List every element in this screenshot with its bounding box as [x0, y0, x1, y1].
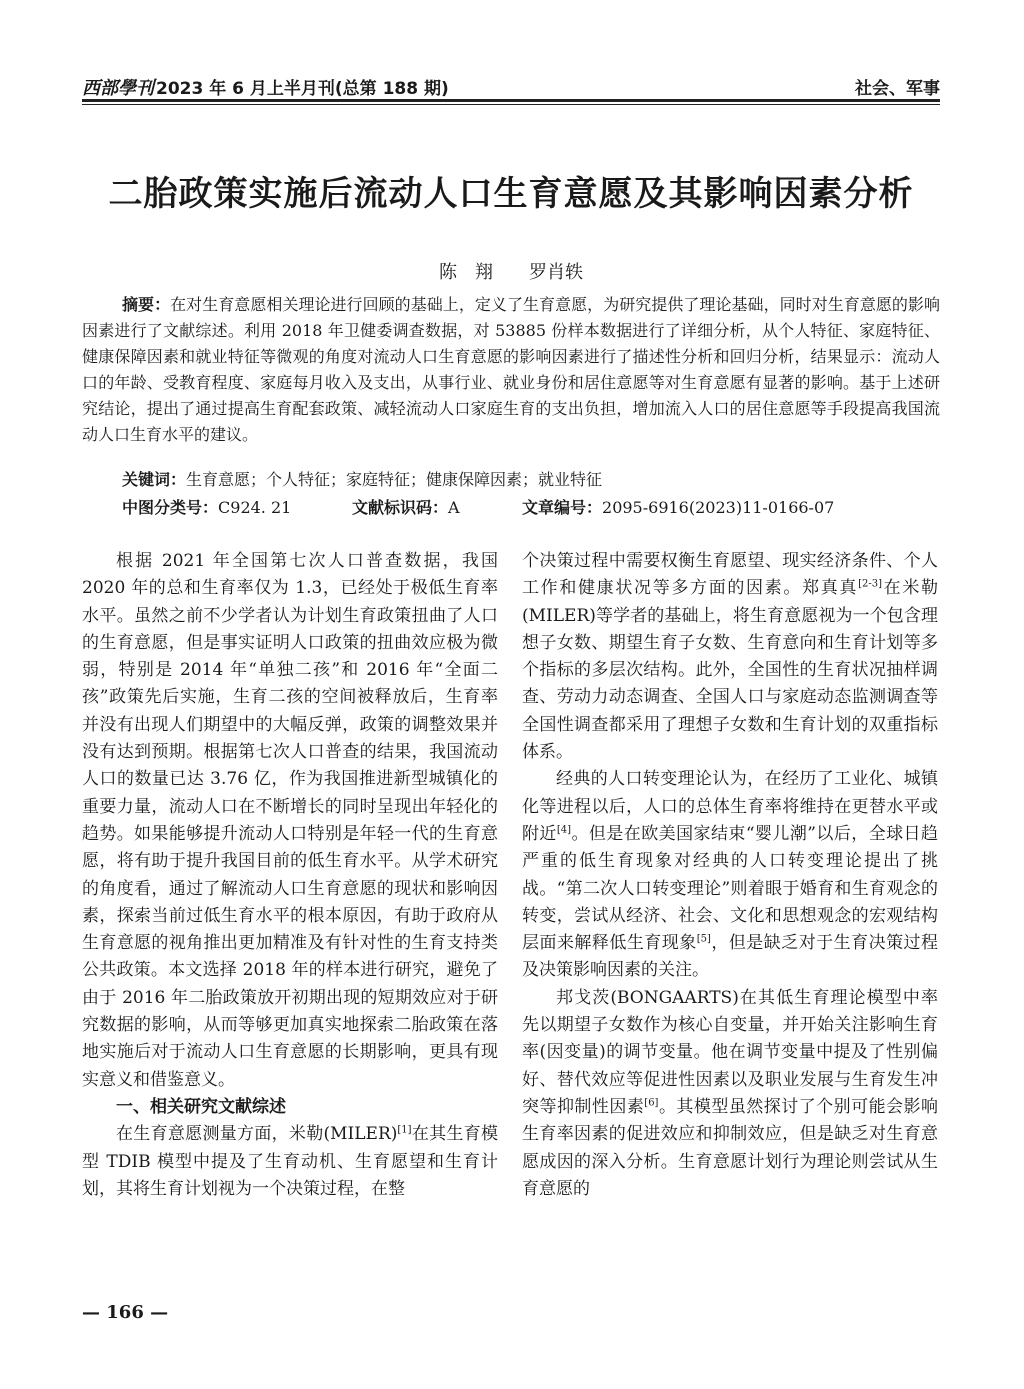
- header-left: [82, 74, 449, 100]
- citation-ref: [4]: [556, 824, 572, 836]
- citation-ref: [5]: [696, 933, 711, 945]
- document-code-value: A: [448, 498, 460, 517]
- journal-logo: 西部學刊: [82, 78, 154, 99]
- abstract-text: 在对生育意愿相关理论进行回顾的基础上，定义了生育意愿，为研究提供了理论基础，同时对生育意愿的影响因素进行了文献综述。利用 2018 年卫健委调查数据，对 53885 份样本数据进行了详细分析，从个人特征、家庭特征、健康保障因素和就业特征等微观的角度对流动人口生育意愿的影响因素进行了描述性分析和回归分析，结果显示：流动人口的年龄、受教育程度、家庭每月收入及支出，从事行业、就业身份和居住意愿等对生育意愿有显著的影响。基于上述研究结论，提出了通过提高生育配套政策、减轻流动人口家庭生育的支出负担，增加流入人口的居住意愿等手段提高我国流动人口生育水平的建议。: [82, 295, 940, 444]
- clc-label: 中图分类号：: [122, 498, 219, 517]
- paragraph-text: 个决策过程中需要权衡生育愿望、现实经济条件、个人工作和健康状况等多方面的因素。郑真真: [522, 551, 938, 599]
- paragraph-intro: 根据 2021 年全国第七次人口普查数据，我国 2020 年的总和生育率仅为 1.3，已经处于极低生育率水平。虽然之前不少学者认为计划生育政策扭曲了人口的生育意愿，但是事实证明人口政策的扭曲效应极为微弱，特别是 2014 年“单独二孩”和 2016 年“全面二孩”政策先后实施，生育二孩的空间被释放后，生育率并没有出现人们期望中的大幅反弹，政策的调整效果并没有达到预期。根据第七次人口普查的结果，我国流动人口的数量已达 3.76 亿，作为我国推进新型城镇化的重要力量，流动人口在不断增长的同时呈现出年轻化的趋势。如果能够提升流动人口特别是年轻一代的生育意愿，将有助于提升我国目前的低生育水平。从学术研究的角度看，通过了解流动人口生育意愿的现状和影响因素，探索当前过低生育水平的根本原因，有助于政府从生育意愿的视角推出更加精准及有针对性的生育支持类公共政策。本文选择 2018 年的样本进行研究，避免了由于 2016 年二胎政策放开初期出现的短期效应对于研究数据的影响，从而等够更加真实地探索二胎政策在落地实施后对于流动人口生育意愿的长期影响，更具有现实意义和借鉴意义。: [82, 551, 498, 1090]
- article-number-label: 文章编号：: [522, 498, 603, 517]
- abstract-block: [82, 292, 940, 448]
- page-number: — 166 —: [82, 1302, 169, 1323]
- header-rule-thin: [82, 104, 940, 105]
- paragraph-text: 邦戈茨(BONGAARTS)在其低生育理论模型中率先以期望子女数作为核心自变量，并开始关注影响生育率(因变量)的调节变量。他在调节变量中提及了性别偏好、替代效应等促进性因素以及职业发展与生育发生冲突等抑制性因素: [522, 987, 938, 1117]
- paragraph-text: 经典的人口转变理论认为，在经历了工业化、城镇化等进程以后，人口的总体生育率将维持在更替水平或附近: [522, 769, 938, 844]
- paragraph-text: 。但是在欧美国家结束“婴儿潮”以后，全球日趋严重的低生育现象对经典的人口转变理论提出了挑战。“第二次人口转变理论”则着眼于婚育和生育观念的转变，尝试从经济、社会、文化和思想观念的宏观结构层面来解释低生育现象: [522, 823, 938, 954]
- keywords-text: 生育意愿；个人特征；家庭特征；健康保障因素；就业特征: [186, 470, 603, 489]
- section-label: 社会、军事: [855, 79, 940, 99]
- paragraph-text: 。其模型虽然探讨了个别可能会影响生育率因素的促进效应和抑制效应，但是缺乏对生育意愿成因的深入分析。生育意愿计划行为理论则尝试从生育意愿的: [522, 1096, 939, 1199]
- paragraph-text: ，但是缺乏对于生育决策过程及决策影响因素的关注。: [522, 933, 939, 981]
- document-code-label: 文献标识码：: [352, 498, 449, 517]
- paragraph-literature: [82, 1121, 498, 1203]
- article-number-value: 2095-6916(2023)11-0166-07: [602, 498, 835, 517]
- keywords-line: [122, 468, 942, 492]
- section-heading: 一、相关研究文献综述: [116, 1096, 286, 1117]
- citation-ref: [6]: [644, 1097, 659, 1109]
- paragraph-text: 在生育意愿测量方面，米勒(MILER): [116, 1124, 398, 1145]
- keywords-label: 关键词：: [122, 470, 187, 489]
- body-column-left: [82, 548, 498, 1203]
- paragraph-continued: [522, 548, 938, 766]
- citation-ref: [2-3]: [858, 578, 882, 590]
- clc-value: C924. 21: [218, 498, 292, 517]
- paragraph-transition-theory: [522, 766, 938, 984]
- abstract-label: 摘要：: [122, 295, 171, 314]
- body-column-right: [522, 548, 938, 1203]
- paragraph-text: 在米勒(MILER)等学者的基础上，将生育意愿视为一个包含理想子女数、期望生育子女数、生育意向和生育计划等多个指标的多层次结构。此外，全国性的生育状况抽样调查、劳动力动态调查、全国人口与家庭动态监测调查等全国性调查都采用了理想子女数和生育计划的双重指标体系。: [522, 578, 939, 763]
- paragraph-bongaarts: [522, 985, 938, 1203]
- header-rule-thick: [82, 99, 940, 102]
- classification-line: [122, 496, 942, 520]
- clc-number: [122, 496, 291, 520]
- citation-ref: [1]: [397, 1124, 412, 1136]
- article-title: 二胎政策实施后流动人口生育意愿及其影响因素分析: [108, 174, 914, 214]
- article-authors: 陈 翔 罗肖轶: [439, 262, 583, 283]
- paragraph-text: 在其生育模型 TDIB 模型中提及了生育动机、生育愿望和生育计划，其将生育计划视为一个决策过程，在整: [82, 1124, 498, 1199]
- document-code: [352, 496, 460, 520]
- issue-info: 2023 年 6 月上半月刊(总第 188 期): [156, 79, 449, 99]
- article-number: [522, 496, 834, 520]
- running-header: [82, 72, 940, 100]
